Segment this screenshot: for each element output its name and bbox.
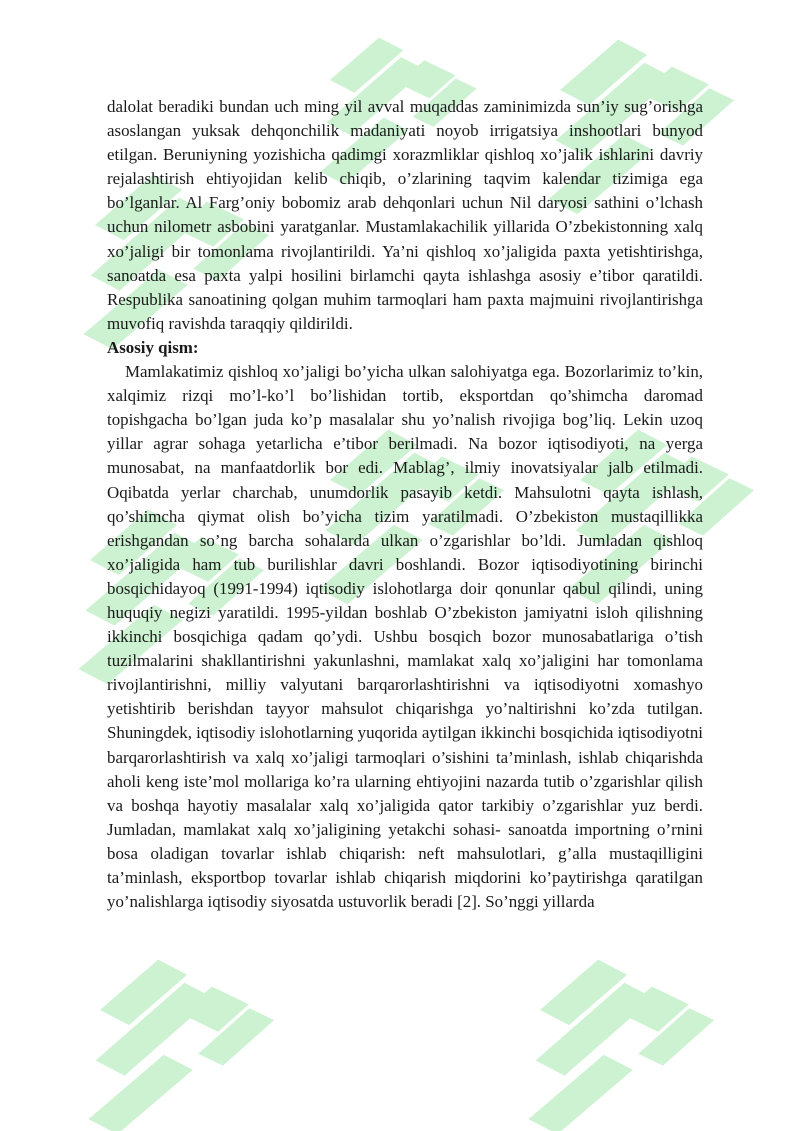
paragraph-main: Mamlakatimiz qishloq xo’jaligi bo’yicha ulkan salohiyatga ega. Bozorlarimiz to’kin, xalqimiz rizqi mo’l-ko’l bo’lishidan tortib, eksportdan qo’shimcha daromad topishgacha bo’lgan juda ko’p masalalar shu yo’nalish rivojiga bog’liq. Lekin uzoq yillar agrar sohaga yetarlicha e’tibor berilmadi. Na bozor iqtisodiyoti, na yerga munosabat, na manfaatdorlik bor edi. Mablag’, ilmiy inovatsiyalar jalb etilmadi. Oqibatda yerlar charchab, unumdorlik pasayib ketdi. Mahsulotni qayta ishlash, qo’shimcha qiymat olish bo’yicha tizim yaratilmadi. O’zbekiston mustaqillikka erishgandan so’ng barcha sohalarda ulkan o’zgarishlar bo’ldi. Jumladan qishloq xo’jaligida ham tub burilishlar davri boshlandi. Bozor iqtisodiyotining birinchi bosqichidayoq (1991-1994) iqtisodiy islohotlarga doir qonunlar qabul qilindi, uning huquqiy negizi yaratildi. 1995-yildan boshlab O’zbekiston jamiyatni isloh qilishning ikkinchi bosqichiga qadam qo’ydi. Ushbu bosqich bozor munosabatlariga o’tish tuzilmalarini shakllantirishni yakunlashni, mamlakat xalq xo’jaligini har tomonlama rivojlantirishni, milliy valyutani barqarorlashtirishni va iqtisodiyotni xomashyo yetishtirib berishdan tayyor mahsulot chiqarishga yo’naltirishni ko’zda tutilgan. Shuningdek, iqtisodiy islohotlarning yuqorida aytilgan ikkinchi bosqichida iqtisodiyotni barqarorlashtirish va xalq xo’jaligi tarmoqlari o’sishini ta’minlash, ishlab chiqarishda aholi keng iste’mol mollariga ko’ra ularning ehtiyojini nazarda tutib o’zgarishlar qilish va boshqa hayotiy masalalar xalq xo’jaligida qator tarkibiy o’zgarishlar yuz berdi. Jumladan, mamlakat xalq xo’jaligining yetakchi sohasi- sanoatda importning o’rnini bosa oladigan tovarlar ishlab chiqarish: neft mahsulotlari, g’alla mustaqilligini ta’minlash, eksportbop tovarlar ishlab chiqarish miqdorini ko’paytirishga qaratilgan yo’nalishlarga iqtisodiy siyosatda ustuvorlik beradi [2]. So’nggi yillarda: [107, 362, 703, 912]
watermark-leaf-icon-7: [68, 945, 287, 1131]
document-page: [107, 95, 703, 914]
watermark-leaf-icon-8: [508, 945, 727, 1131]
section-heading: Asosiy qism:: [107, 337, 199, 357]
paragraph-intro: dalolat beradiki bundan uch ming yil avval muqaddas zaminimizda sun’iy sug’orishga asoslangan yuksak dehqonchilik madaniyati noyob irrigatsiya inshootlari bunyod etilgan. Beruniyning yozishicha qadimgi xorazmliklar qishloq xo’jalik ishlarini davriy rejalashtirish ehtiyojidan kelib chiqib, o’zlarining taqvim kalendar tizimiga ega bo’lganlar. Al Farg’oniy bobomiz arab dehqonlari uchun Nil daryosi sathini o’lchash uchun nilometr asbobini yaratganlar. Mustamlakachilik yillarida O’zbekistonning xalq xo’jaligi bir tomonlama rivojlantirildi. Ya’ni qishloq xo’jaligida paxta yetishtirishga, sanoatda esa paxta yalpi hosilini birlamchi qayta ishlashga asosiy e’tibor qaratildi. Respublika sanoatining qolgan muhim tarmoqlari ham paxta majmuini rivojlantirishga muvofiq ravishda taraqqiy qildirildi.: [107, 97, 703, 333]
